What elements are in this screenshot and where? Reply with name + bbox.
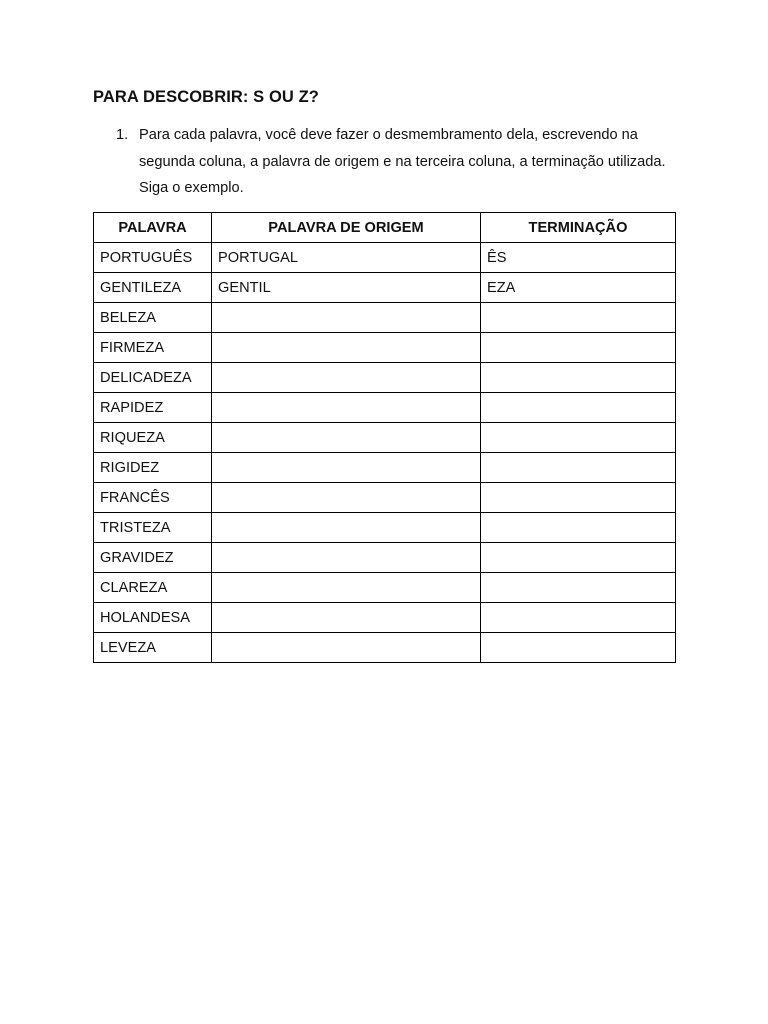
cell-terminacao[interactable] xyxy=(481,513,676,543)
header-palavra: PALAVRA xyxy=(94,213,212,243)
cell-palavra: RAPIDEZ xyxy=(94,393,212,423)
table-row xyxy=(94,453,676,483)
cell-palavra: RIQUEZA xyxy=(94,423,212,453)
cell-palavra: GRAVIDEZ xyxy=(94,543,212,573)
table-row xyxy=(94,393,676,423)
cell-origem[interactable] xyxy=(212,303,481,333)
cell-terminacao[interactable] xyxy=(481,453,676,483)
cell-palavra: FIRMEZA xyxy=(94,333,212,363)
cell-palavra: GENTILEZA xyxy=(94,273,212,303)
cell-terminacao[interactable] xyxy=(481,393,676,423)
table-header-row xyxy=(94,213,676,243)
cell-origem[interactable] xyxy=(212,603,481,633)
cell-origem[interactable]: GENTIL xyxy=(212,273,481,303)
table-row xyxy=(94,513,676,543)
cell-palavra: HOLANDESA xyxy=(94,603,212,633)
cell-palavra: CLAREZA xyxy=(94,573,212,603)
cell-terminacao[interactable] xyxy=(481,303,676,333)
instruction-number: 1. xyxy=(116,127,129,143)
cell-terminacao[interactable] xyxy=(481,333,676,363)
cell-terminacao[interactable] xyxy=(481,603,676,633)
instruction-text: Para cada palavra, você deve fazer o desmembramento dela, escrevendo na segunda coluna, a palavra de origem e na terceira coluna, a terminação utilizada. Siga o exemplo. xyxy=(139,127,666,196)
table-row xyxy=(94,633,676,663)
cell-origem[interactable]: PORTUGAL xyxy=(212,243,481,273)
header-palavra-de-origem: PALAVRA DE ORIGEM xyxy=(212,213,481,243)
instruction-item xyxy=(116,122,676,202)
page-title: PARA DESCOBRIR: S OU Z? xyxy=(93,88,319,106)
cell-origem[interactable] xyxy=(212,363,481,393)
table-row xyxy=(94,483,676,513)
cell-palavra: BELEZA xyxy=(94,303,212,333)
cell-palavra: DELICADEZA xyxy=(94,363,212,393)
cell-terminacao[interactable] xyxy=(481,423,676,453)
cell-terminacao[interactable] xyxy=(481,633,676,663)
cell-origem[interactable] xyxy=(212,423,481,453)
table-row xyxy=(94,363,676,393)
cell-palavra: LEVEZA xyxy=(94,633,212,663)
cell-origem[interactable] xyxy=(212,393,481,423)
cell-terminacao[interactable] xyxy=(481,543,676,573)
table-row xyxy=(94,303,676,333)
cell-palavra: RIGIDEZ xyxy=(94,453,212,483)
cell-origem[interactable] xyxy=(212,573,481,603)
table-row xyxy=(94,243,676,273)
cell-origem[interactable] xyxy=(212,513,481,543)
table-row xyxy=(94,333,676,363)
table-row xyxy=(94,573,676,603)
cell-palavra: PORTUGUÊS xyxy=(94,243,212,273)
cell-origem[interactable] xyxy=(212,543,481,573)
cell-palavra: TRISTEZA xyxy=(94,513,212,543)
instruction-list xyxy=(116,122,676,202)
cell-terminacao[interactable] xyxy=(481,483,676,513)
cell-terminacao[interactable]: ÊS xyxy=(481,243,676,273)
word-table xyxy=(93,212,676,663)
table-row xyxy=(94,273,676,303)
table-row xyxy=(94,423,676,453)
table-row xyxy=(94,603,676,633)
cell-terminacao[interactable] xyxy=(481,363,676,393)
cell-terminacao[interactable] xyxy=(481,573,676,603)
table-row xyxy=(94,543,676,573)
cell-origem[interactable] xyxy=(212,333,481,363)
cell-terminacao[interactable]: EZA xyxy=(481,273,676,303)
cell-origem[interactable] xyxy=(212,633,481,663)
header-terminacao: TERMINAÇÃO xyxy=(481,213,676,243)
cell-palavra: FRANCÊS xyxy=(94,483,212,513)
cell-origem[interactable] xyxy=(212,453,481,483)
cell-origem[interactable] xyxy=(212,483,481,513)
